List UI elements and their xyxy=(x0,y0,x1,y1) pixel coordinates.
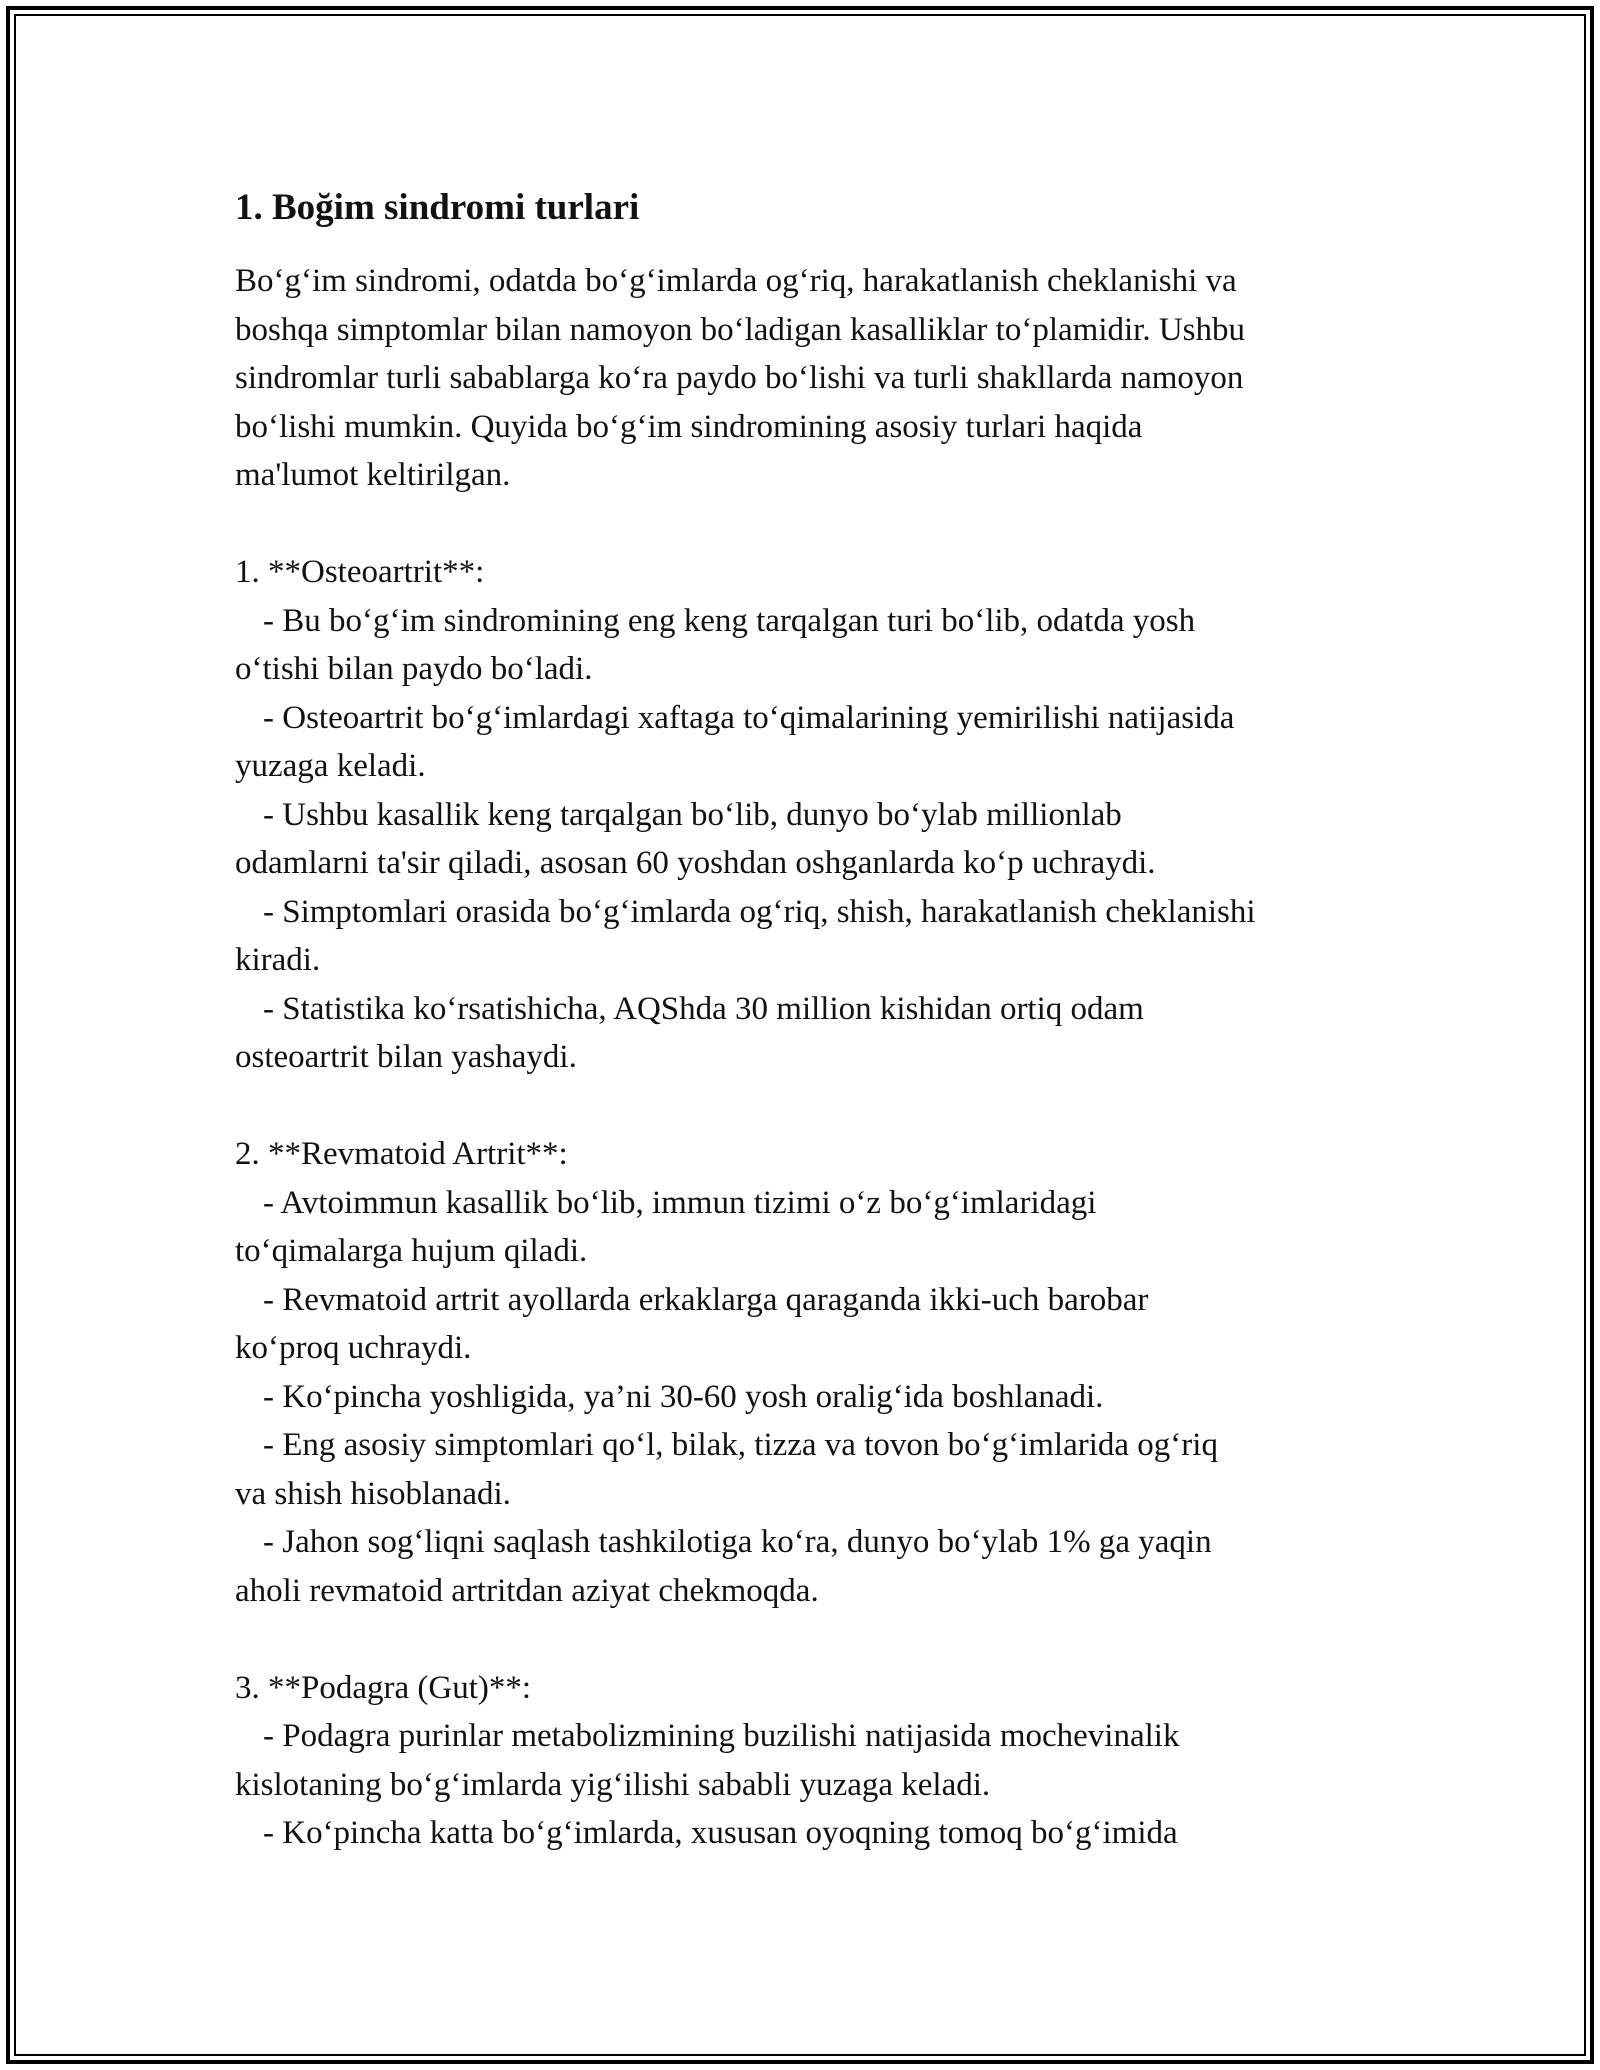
bullet-continuation: yuzaga keladi. xyxy=(235,748,426,784)
bullet-line: - Ushbu kasallik keng tarqalgan bo‘lib, dunyo bo‘ylab millionlab xyxy=(263,796,1122,833)
intro-line: boshqa simptomlar bilan namoyon bo‘ladigan kasalliklar to‘plamidir. Ushbu xyxy=(235,311,1245,348)
bullet-continuation: osteoartrit bilan yashaydi. xyxy=(235,1039,577,1075)
section-heading: 1. Boğim sindromi turlari xyxy=(235,187,640,228)
section-title: 2. **Revmatoid Artrit**: xyxy=(235,1136,568,1172)
bullet-line: - Ko‘pincha katta bo‘g‘imlarda, xususan oyoqning tomoq bo‘g‘imida xyxy=(263,1815,1178,1851)
bullet-continuation: odamlarni ta'sir qiladi, asosan 60 yoshdan oshganlarda ko‘p uchraydi. xyxy=(235,845,1156,881)
bullet-continuation: aholi revmatoid artritdan aziyat chekmoqda. xyxy=(235,1572,819,1609)
blank-line xyxy=(235,1615,1375,1664)
document-body xyxy=(235,186,1375,1858)
section-osteoartrit xyxy=(235,548,1375,1082)
intro-paragraph xyxy=(235,257,1375,500)
bullet-line: - Simptomlari orasida bo‘g‘imlarda og‘riq, shish, harakatlanish cheklanishi xyxy=(263,893,1256,930)
section-podagra xyxy=(235,1664,1375,1858)
bullet-continuation: va shish hisoblanadi. xyxy=(235,1475,511,1512)
document-text xyxy=(235,257,1375,1858)
intro-line: Bo‘g‘im sindromi, odatda bo‘g‘imlarda og‘riq, harakatlanish cheklanishi va xyxy=(235,263,1237,299)
bullet-line: - Ko‘pincha yoshligida, ya’ni 30-60 yosh oralig‘ida boshlanadi. xyxy=(263,1378,1104,1415)
section-title: 1. **Osteoartrit**: xyxy=(235,554,485,590)
intro-line: sindromlar turli sabablarga ko‘ra paydo bo‘lishi va turli shakllarda namoyon xyxy=(235,360,1244,396)
blank-line xyxy=(235,1082,1375,1131)
bullet-line: - Osteoartrit bo‘g‘imlardagi xaftaga to‘qimalarining yemirilishi natijasida xyxy=(263,699,1235,736)
bullet-line: - Bu bo‘g‘im sindromining eng keng tarqalgan turi bo‘lib, odatda yosh xyxy=(263,602,1196,639)
intro-line: ma'lumot keltirilgan. xyxy=(235,457,511,493)
intro-line: bo‘lishi mumkin. Quyida bo‘g‘im sindromining asosiy turlari haqida xyxy=(235,408,1143,445)
bullet-line: - Statistika ko‘rsatishicha, AQShda 30 million kishidan ortiq odam xyxy=(263,990,1144,1027)
bullet-line: - Avtoimmun kasallik bo‘lib, immun tizimi o‘z bo‘g‘imlaridagi xyxy=(263,1184,1097,1221)
bullet-line: - Podagra purinlar metabolizmining buzilishi natijasida mochevinalik xyxy=(263,1718,1180,1754)
section-title: 3. **Podagra (Gut)**: xyxy=(235,1669,532,1706)
bullet-continuation: ko‘proq uchraydi. xyxy=(235,1330,472,1366)
bullet-line: - Revmatoid artrit ayollarda erkaklarga qaraganda ikki-uch barobar xyxy=(263,1281,1149,1318)
bullet-continuation: kislotaning bo‘g‘imlarda yig‘ilishi sababli yuzaga keladi. xyxy=(235,1766,991,1803)
bullet-continuation: kiradi. xyxy=(235,942,321,978)
bullet-continuation: to‘qimalarga hujum qiladi. xyxy=(235,1233,588,1269)
bullet-continuation: o‘tishi bilan paydo bo‘ladi. xyxy=(235,651,593,687)
section-revmatoid-artrit xyxy=(235,1130,1375,1615)
bullet-line: - Jahon sog‘liqni saqlash tashkilotiga ko‘ra, dunyo bo‘ylab 1% ga yaqin xyxy=(263,1524,1212,1560)
bullet-line: - Eng asosiy simptomlari qo‘l, bilak, tizza va tovon bo‘g‘imlarida og‘riq xyxy=(263,1427,1218,1463)
blank-line xyxy=(235,500,1375,549)
